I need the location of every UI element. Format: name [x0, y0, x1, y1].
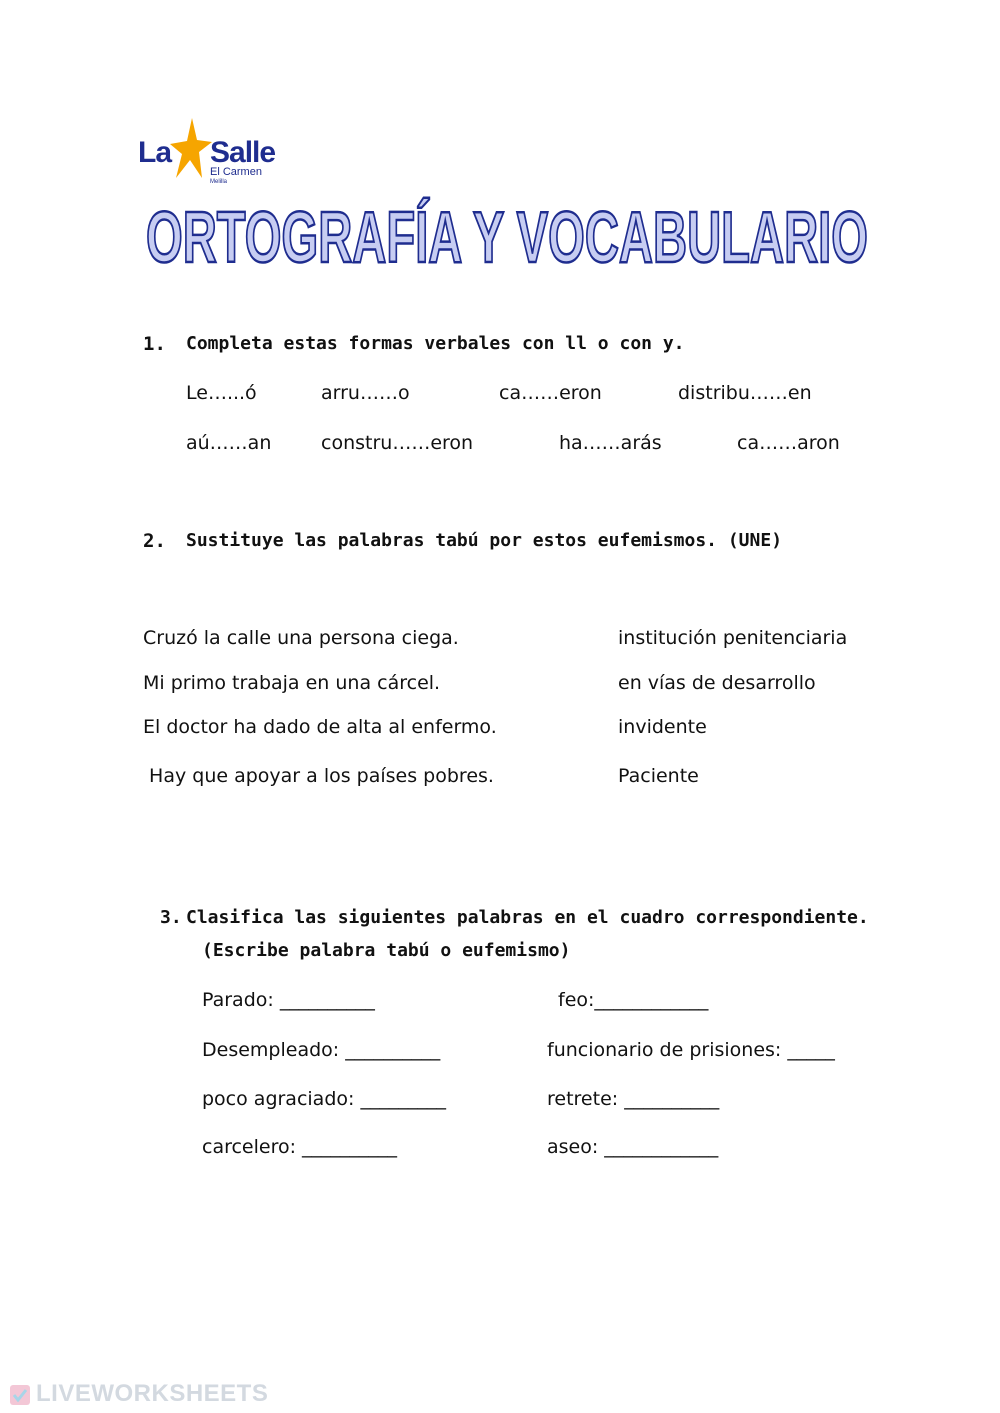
logo-city: Melilla [210, 179, 228, 185]
q1-word-6: constru……eron [321, 432, 474, 454]
q1-word-7: ha……arás [559, 432, 662, 454]
worksheet-title [140, 192, 875, 277]
logo-word-la: La [138, 136, 172, 169]
liveworksheets-icon [8, 1383, 32, 1407]
q1-number: 1. [143, 333, 166, 355]
title-text: ORTOGRAFÍA Y VOCABULARIO [146, 198, 868, 277]
q1-word-5: aú……an [186, 432, 272, 454]
q2-sentence-3: El doctor ha dado de alta al enfermo. [143, 716, 497, 738]
q2-number: 2. [143, 530, 166, 552]
q2-option-3: invidente [618, 716, 707, 738]
q3-right-4: aseo: ____________ [547, 1136, 719, 1158]
q3-text: Clasifica las siguientes palabras en el cuadro correspondiente. [186, 907, 869, 928]
q2-sentence-1: Cruzó la calle una persona ciega. [143, 627, 459, 649]
q3-right-3: retrete: __________ [547, 1088, 720, 1110]
q3-left-3: poco agraciado: _________ [202, 1088, 446, 1110]
school-logo [138, 118, 288, 188]
q1-word-8: ca……aron [737, 432, 840, 454]
q2-sentence-2: Mi primo trabaja en una cárcel. [143, 672, 441, 694]
q2-option-4: Paciente [618, 765, 699, 787]
q3-number: 3. [160, 907, 182, 928]
q3-left-1: Parado: __________ [202, 989, 375, 1011]
watermark-text: LIVEWORKSHEETS [36, 1380, 269, 1407]
logo-subtitle: El Carmen [210, 166, 262, 178]
q1-word-2: arru……o [321, 382, 410, 404]
q3-left-4: carcelero: __________ [202, 1136, 398, 1158]
q1-text: Completa estas formas verbales con ll o con y. [186, 333, 685, 354]
q2-option-2: en vías de desarrollo [618, 672, 816, 694]
q3-subtext: (Escribe palabra tabú o eufemismo) [202, 940, 571, 961]
q1-word-3: ca……eron [499, 382, 602, 404]
q1-word-1: Le…...ó [186, 382, 257, 404]
q3-right-1: feo:____________ [558, 989, 709, 1011]
star-icon [168, 118, 212, 180]
q3-left-2: Desempleado: __________ [202, 1039, 441, 1061]
q1-word-4: distribu……en [678, 382, 812, 404]
q2-sentence-4: Hay que apoyar a los países pobres. [143, 765, 494, 787]
q2-text: Sustituye las palabras tabú por estos eufemismos. (UNE) [186, 530, 783, 551]
q2-option-1: institución penitenciaria [618, 627, 848, 649]
logo-word-salle: Salle [210, 136, 276, 169]
q3-right-2: funcionario de prisiones: _____ [547, 1039, 835, 1061]
